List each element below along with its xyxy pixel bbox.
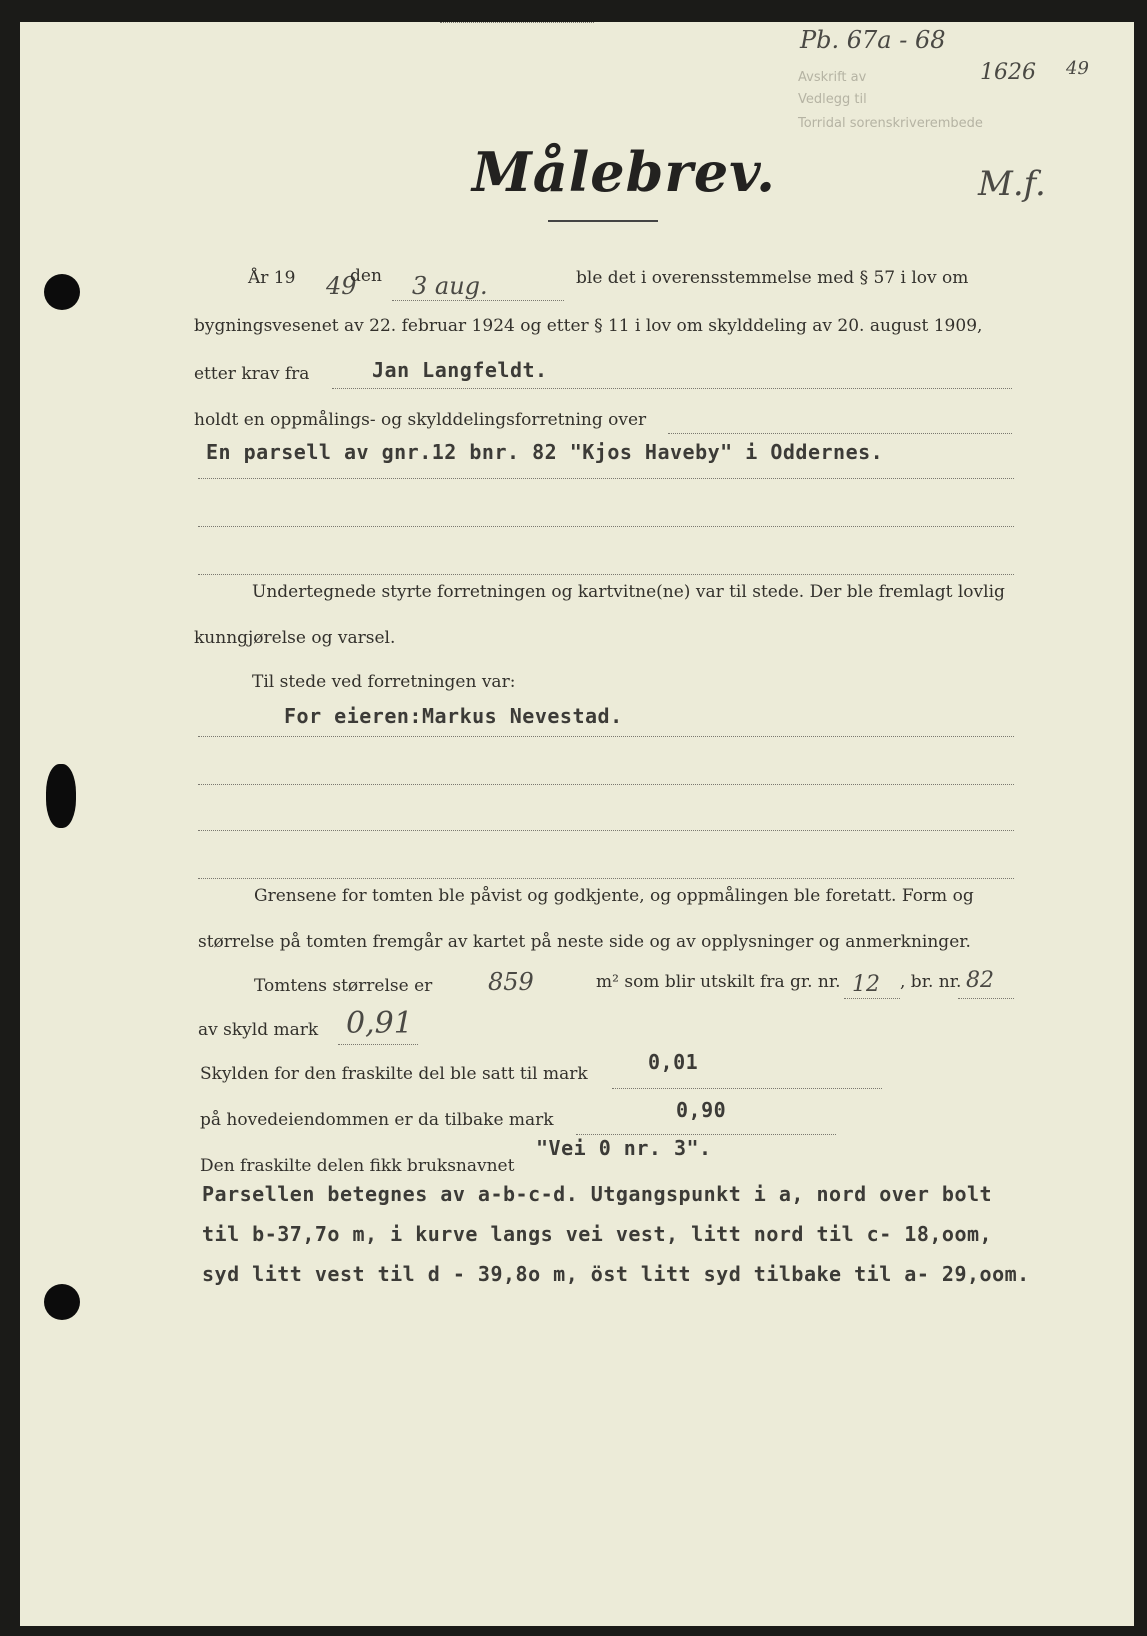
initials-note: M.f. <box>978 164 1046 204</box>
line4-text: holdt en oppmålings- og skylddelingsforretning over <box>194 410 647 430</box>
year-prefix: År 19 <box>248 268 296 288</box>
year-value: 49 <box>326 272 357 300</box>
hoved-prefix: på hovedeiendommen er da tilbake mark <box>200 1110 554 1130</box>
punch-hole-bottom <box>44 1284 80 1320</box>
fraskilt-value: 0,01 <box>648 1050 699 1074</box>
bnr-value: 82 <box>966 968 994 993</box>
para2-line1: Undertegnede styrte forretningen og kartvitne(ne) var til stede. Der ble fremlagt lovlig <box>252 582 1005 602</box>
skyld-prefix: av skyld mark <box>198 1020 319 1040</box>
para3-line1: Grensene for tomten ble påvist og godkjente, og oppmålingen ble foretatt. Form og <box>254 886 974 906</box>
para2-line2: kunngjørelse og varsel. <box>194 628 396 648</box>
bruk-value: "Vei 0 nr. 3". <box>536 1136 712 1160</box>
punch-hole-top <box>44 274 80 310</box>
document-page <box>20 22 1134 1626</box>
date-value: 3 aug. <box>412 272 488 300</box>
size-value: 859 <box>488 968 534 996</box>
document-number: 1626 <box>980 60 1036 85</box>
gnr-value: 12 <box>852 972 880 997</box>
present-persons: For eieren:Markus Nevestad. <box>284 704 623 728</box>
punch-hole-middle <box>46 764 76 828</box>
requester-prefix: etter krav fra <box>194 364 310 384</box>
description-line-1: Parsellen betegnes av a-b-c-d. Utgangspunkt i a, nord over bolt <box>202 1182 993 1206</box>
document-year: 49 <box>1066 58 1089 79</box>
description-line-3: syd litt vest til d - 39,8o m, öst litt syd tilbake til a- 29,oom. <box>202 1262 1030 1286</box>
parcel-description: En parsell av gnr.12 bnr. 82 "Kjos Haveby" i Oddernes. <box>206 440 884 464</box>
para2-line3: Til stede ved forretningen var: <box>252 672 516 692</box>
title-rule <box>548 220 658 222</box>
document-title: Målebrev. <box>472 140 776 204</box>
size-prefix: Tomtens størrelse er <box>254 976 433 996</box>
description-line-2: til b-37,7o m, i kurve langs vei vest, litt nord til c- 18,oom, <box>202 1222 993 1246</box>
line2-text: bygningsvesenet av 22. februar 1924 og etter § 11 i lov om skylddeling av 20. august 1909, <box>194 316 983 336</box>
stamp-line-2: Vedlegg til <box>798 92 867 107</box>
fraskilt-prefix: Skylden for den fraskilte del ble satt til mark <box>200 1064 588 1084</box>
size-mid: m² som blir utskilt fra gr. nr. <box>596 972 841 992</box>
line1-rest: ble det i overensstemmelse med § 57 i lov om <box>576 268 969 288</box>
den-label: den <box>350 266 382 286</box>
requester-name: Jan Langfeldt. <box>372 358 548 382</box>
para3-line2: størrelse på tomten fremgår av kartet på neste side og av opplysninger og anmerkninger. <box>198 932 971 952</box>
hoved-value: 0,90 <box>676 1098 727 1122</box>
bruk-prefix: Den fraskilte delen fikk bruksnavnet <box>200 1156 515 1176</box>
stamp-line-1: Avskrift av <box>798 70 867 85</box>
reference-note: Pb. 67a - 68 <box>800 26 946 54</box>
skyld-value: 0,91 <box>346 1006 413 1041</box>
stamp-line-3: Torridal sorenskriverembede <box>798 116 983 131</box>
bnr-label: , br. nr. <box>900 972 962 992</box>
